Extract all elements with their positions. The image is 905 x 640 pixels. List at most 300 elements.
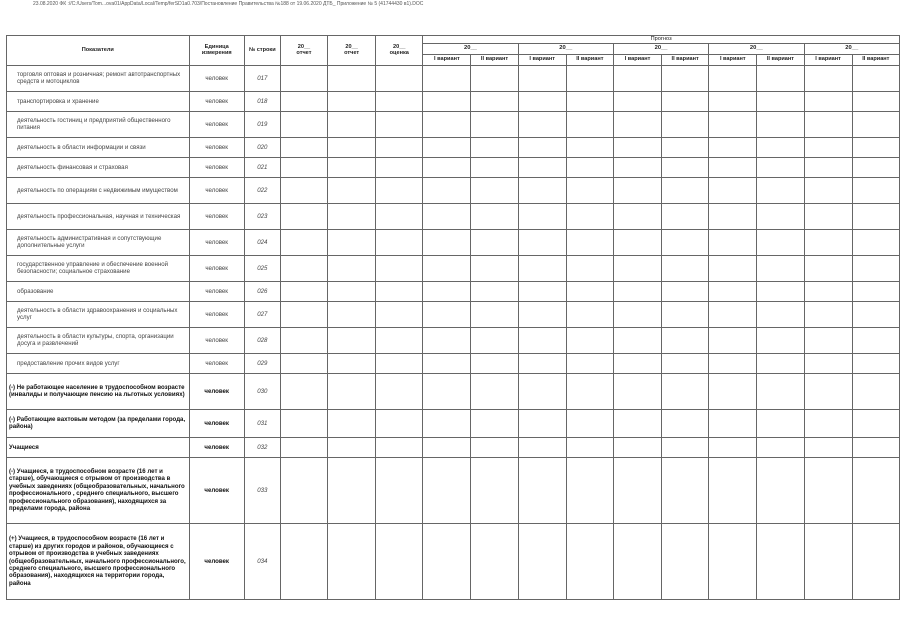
header-estimate-year: 20__ оценка <box>376 36 423 66</box>
value-cell[interactable] <box>804 523 852 599</box>
value-cell[interactable] <box>423 301 471 327</box>
value-cell[interactable] <box>423 281 471 301</box>
value-cell[interactable] <box>709 157 757 177</box>
value-cell[interactable] <box>518 255 566 281</box>
value-cell[interactable] <box>328 203 376 229</box>
value-cell[interactable] <box>804 157 852 177</box>
value-cell[interactable] <box>518 353 566 373</box>
unit-cell: человек <box>189 281 244 301</box>
value-cell[interactable] <box>471 157 518 177</box>
value-cell[interactable] <box>328 229 376 255</box>
table-row <box>7 255 900 281</box>
row-code-cell: 030 <box>244 373 280 409</box>
value-cell[interactable] <box>471 373 518 409</box>
indicator-label: деятельность в области культуры, спорта, организации досуга и развлечений <box>7 327 190 353</box>
value-cell[interactable] <box>709 353 757 373</box>
value-cell[interactable] <box>852 137 899 157</box>
header-indicators: Показатели <box>7 36 190 66</box>
value-cell[interactable] <box>757 177 804 203</box>
value-cell[interactable] <box>852 353 899 373</box>
value-cell[interactable] <box>328 327 376 353</box>
indicator-label: (-) Учащиеся, в трудоспособном возрасте (16 лет и старше), обучающиеся с отрывом от производства в учебных заведениях (общеобразовательных, начального профессионального , среднего специального, высшего профессионального образования), находящихся за пределами города, района <box>7 457 190 523</box>
value-cell[interactable] <box>376 281 423 301</box>
value-cell[interactable] <box>280 437 327 457</box>
value-cell[interactable] <box>662 157 709 177</box>
value-cell[interactable] <box>613 409 661 437</box>
row-code-cell: 020 <box>244 137 280 157</box>
value-cell[interactable] <box>566 255 613 281</box>
value-cell[interactable] <box>613 327 661 353</box>
value-cell[interactable] <box>566 203 613 229</box>
indicator-label: (+) Учащиеся, в трудоспособном возрасте (16 лет и старше) из других городов и районов, обучающиеся с отрывом от производства в учебных заведениях (общеобразовательных, начального профессионального, среднего специального, высшего профессионального образования), находящихся на территории города, района <box>7 523 190 599</box>
value-cell[interactable] <box>804 327 852 353</box>
value-cell[interactable] <box>471 111 518 137</box>
value-cell[interactable] <box>757 65 804 91</box>
value-cell[interactable] <box>471 437 518 457</box>
value-cell[interactable] <box>518 229 566 255</box>
variant-2-header: II вариант <box>757 54 804 65</box>
value-cell[interactable] <box>613 437 661 457</box>
row-code-cell: 018 <box>244 91 280 111</box>
value-cell[interactable] <box>662 281 709 301</box>
value-cell[interactable] <box>566 137 613 157</box>
value-cell[interactable] <box>280 111 327 137</box>
table-row <box>7 177 900 203</box>
table-row <box>7 353 900 373</box>
value-cell[interactable] <box>471 203 518 229</box>
value-cell[interactable] <box>518 437 566 457</box>
value-cell[interactable] <box>566 353 613 373</box>
unit-cell: человек <box>189 177 244 203</box>
value-cell[interactable] <box>280 203 327 229</box>
value-cell[interactable] <box>518 65 566 91</box>
value-cell[interactable] <box>757 523 804 599</box>
table-row <box>7 65 900 91</box>
value-cell[interactable] <box>518 373 566 409</box>
unit-cell: человек <box>189 353 244 373</box>
value-cell[interactable] <box>757 91 804 111</box>
value-cell[interactable] <box>518 111 566 137</box>
value-cell[interactable] <box>328 437 376 457</box>
value-cell[interactable] <box>280 91 327 111</box>
value-cell[interactable] <box>613 229 661 255</box>
value-cell[interactable] <box>852 457 899 523</box>
value-cell[interactable] <box>613 281 661 301</box>
value-cell[interactable] <box>471 523 518 599</box>
value-cell[interactable] <box>423 229 471 255</box>
table-row <box>7 523 900 599</box>
value-cell[interactable] <box>518 523 566 599</box>
row-code-cell: 034 <box>244 523 280 599</box>
value-cell[interactable] <box>662 373 709 409</box>
value-cell[interactable] <box>280 229 327 255</box>
value-cell[interactable] <box>328 111 376 137</box>
value-cell[interactable] <box>471 177 518 203</box>
value-cell[interactable] <box>423 437 471 457</box>
value-cell[interactable] <box>852 327 899 353</box>
value-cell[interactable] <box>852 91 899 111</box>
value-cell[interactable] <box>662 301 709 327</box>
value-cell[interactable] <box>376 137 423 157</box>
value-cell[interactable] <box>328 137 376 157</box>
value-cell[interactable] <box>757 457 804 523</box>
value-cell[interactable] <box>613 457 661 523</box>
value-cell[interactable] <box>280 523 327 599</box>
variant-1-header: I вариант <box>423 54 471 65</box>
header-unit: Единица измерения <box>189 36 244 66</box>
indicator-label: образование <box>7 281 190 301</box>
value-cell[interactable] <box>518 281 566 301</box>
value-cell[interactable] <box>376 255 423 281</box>
value-cell[interactable] <box>328 523 376 599</box>
value-cell[interactable] <box>662 65 709 91</box>
value-cell[interactable] <box>804 353 852 373</box>
unit-cell: человек <box>189 65 244 91</box>
value-cell[interactable] <box>852 229 899 255</box>
row-code-cell: 031 <box>244 409 280 437</box>
unit-cell: человек <box>189 327 244 353</box>
value-cell[interactable] <box>566 91 613 111</box>
value-cell[interactable] <box>804 203 852 229</box>
value-cell[interactable] <box>852 65 899 91</box>
value-cell[interactable] <box>566 111 613 137</box>
value-cell[interactable] <box>852 373 899 409</box>
row-code-cell: 019 <box>244 111 280 137</box>
value-cell[interactable] <box>471 65 518 91</box>
value-cell[interactable] <box>328 457 376 523</box>
value-cell[interactable] <box>709 137 757 157</box>
value-cell[interactable] <box>709 457 757 523</box>
value-cell[interactable] <box>566 523 613 599</box>
value-cell[interactable] <box>280 409 327 437</box>
value-cell[interactable] <box>852 301 899 327</box>
unit-cell: человек <box>189 255 244 281</box>
value-cell[interactable] <box>613 137 661 157</box>
value-cell[interactable] <box>280 327 327 353</box>
value-cell[interactable] <box>709 281 757 301</box>
value-cell[interactable] <box>376 301 423 327</box>
value-cell[interactable] <box>757 437 804 457</box>
variant-1-header: I вариант <box>518 54 566 65</box>
value-cell[interactable] <box>566 457 613 523</box>
value-cell[interactable] <box>471 91 518 111</box>
forecast-year-header: 20__ <box>804 43 900 54</box>
value-cell[interactable] <box>471 255 518 281</box>
value-cell[interactable] <box>518 327 566 353</box>
value-cell[interactable] <box>376 409 423 437</box>
forecast-year-header: 20__ <box>709 43 804 54</box>
value-cell[interactable] <box>757 255 804 281</box>
variant-1-header: I вариант <box>804 54 852 65</box>
variant-2-header: II вариант <box>852 54 899 65</box>
value-cell[interactable] <box>376 111 423 137</box>
value-cell[interactable] <box>757 281 804 301</box>
value-cell[interactable] <box>566 157 613 177</box>
value-cell[interactable] <box>662 111 709 137</box>
indicator-label: (-) Не работающее население в трудоспособном возрасте (инвалиды и получающие пенсию на льготных условиях) <box>7 373 190 409</box>
value-cell[interactable] <box>757 301 804 327</box>
value-cell[interactable] <box>709 523 757 599</box>
value-cell[interactable] <box>804 301 852 327</box>
value-cell[interactable] <box>518 177 566 203</box>
value-cell[interactable] <box>662 437 709 457</box>
value-cell[interactable] <box>852 281 899 301</box>
value-cell[interactable] <box>518 91 566 111</box>
value-cell[interactable] <box>709 327 757 353</box>
value-cell[interactable] <box>709 409 757 437</box>
value-cell[interactable] <box>757 409 804 437</box>
value-cell[interactable] <box>613 203 661 229</box>
value-cell[interactable] <box>280 281 327 301</box>
value-cell[interactable] <box>613 353 661 373</box>
value-cell[interactable] <box>852 437 899 457</box>
value-cell[interactable] <box>423 65 471 91</box>
value-cell[interactable] <box>852 523 899 599</box>
value-cell[interactable] <box>280 255 327 281</box>
value-cell[interactable] <box>280 457 327 523</box>
indicator-label: деятельность в области информации и связи <box>7 137 190 157</box>
indicator-label: государственное управление и обеспечение военной безопасности; социальное страхование <box>7 255 190 281</box>
value-cell[interactable] <box>757 229 804 255</box>
value-cell[interactable] <box>423 203 471 229</box>
value-cell[interactable] <box>613 373 661 409</box>
value-cell[interactable] <box>280 353 327 373</box>
value-cell[interactable] <box>757 111 804 137</box>
unit-cell: человек <box>189 229 244 255</box>
unit-cell: человек <box>189 301 244 327</box>
value-cell[interactable] <box>518 137 566 157</box>
value-cell[interactable] <box>423 255 471 281</box>
value-cell[interactable] <box>376 437 423 457</box>
row-code-cell: 032 <box>244 437 280 457</box>
value-cell[interactable] <box>376 177 423 203</box>
unit-cell: человек <box>189 457 244 523</box>
value-cell[interactable] <box>328 373 376 409</box>
value-cell[interactable] <box>471 301 518 327</box>
value-cell[interactable] <box>804 437 852 457</box>
value-cell[interactable] <box>471 281 518 301</box>
forecast-year-header: 20__ <box>613 43 708 54</box>
value-cell[interactable] <box>662 91 709 111</box>
value-cell[interactable] <box>709 91 757 111</box>
value-cell[interactable] <box>280 157 327 177</box>
value-cell[interactable] <box>328 301 376 327</box>
value-cell[interactable] <box>662 353 709 373</box>
value-cell[interactable] <box>852 255 899 281</box>
value-cell[interactable] <box>804 111 852 137</box>
print-header-path: 23.08.2020 ФК ://С:/Users/Tom...ova01/AppData/Local/Temp/ferSD1a0.703/Постановление Правительства №188 от 19.06.2020 ДТБ_ Приложение № 5 (41744430 в1).DOC <box>33 1 424 7</box>
variant-2-header: II вариант <box>566 54 613 65</box>
value-cell[interactable] <box>804 137 852 157</box>
value-cell[interactable] <box>566 281 613 301</box>
value-cell[interactable] <box>423 353 471 373</box>
value-cell[interactable] <box>662 137 709 157</box>
value-cell[interactable] <box>613 91 661 111</box>
value-cell[interactable] <box>852 157 899 177</box>
row-code-cell: 027 <box>244 301 280 327</box>
value-cell[interactable] <box>613 177 661 203</box>
value-cell[interactable] <box>471 353 518 373</box>
value-cell[interactable] <box>709 65 757 91</box>
value-cell[interactable] <box>376 157 423 177</box>
value-cell[interactable] <box>566 177 613 203</box>
value-cell[interactable] <box>757 327 804 353</box>
value-cell[interactable] <box>423 177 471 203</box>
row-code-cell: 026 <box>244 281 280 301</box>
value-cell[interactable] <box>757 353 804 373</box>
row-code-cell: 021 <box>244 157 280 177</box>
value-cell[interactable] <box>423 409 471 437</box>
value-cell[interactable] <box>804 65 852 91</box>
value-cell[interactable] <box>376 91 423 111</box>
value-cell[interactable] <box>662 177 709 203</box>
value-cell[interactable] <box>804 255 852 281</box>
value-cell[interactable] <box>280 137 327 157</box>
forecast-year-header: 20__ <box>423 43 518 54</box>
table-row <box>7 327 900 353</box>
value-cell[interactable] <box>328 91 376 111</box>
indicator-label: торговля оптовая и розничная; ремонт автотранспортных средств и мотоциклов <box>7 65 190 91</box>
value-cell[interactable] <box>328 281 376 301</box>
value-cell[interactable] <box>804 229 852 255</box>
value-cell[interactable] <box>518 457 566 523</box>
value-cell[interactable] <box>471 137 518 157</box>
value-cell[interactable] <box>280 373 327 409</box>
value-cell[interactable] <box>804 91 852 111</box>
value-cell[interactable] <box>709 229 757 255</box>
value-cell[interactable] <box>662 255 709 281</box>
table-row <box>7 91 900 111</box>
table-row <box>7 301 900 327</box>
variant-1-header: I вариант <box>709 54 757 65</box>
value-cell[interactable] <box>709 437 757 457</box>
unit-cell: человек <box>189 437 244 457</box>
value-cell[interactable] <box>328 157 376 177</box>
value-cell[interactable] <box>757 203 804 229</box>
indicator-label: (-) Работающие вахтовым методом (за пределами города, района) <box>7 409 190 437</box>
value-cell[interactable] <box>423 157 471 177</box>
value-cell[interactable] <box>852 177 899 203</box>
value-cell[interactable] <box>280 177 327 203</box>
value-cell[interactable] <box>613 255 661 281</box>
value-cell[interactable] <box>709 373 757 409</box>
value-cell[interactable] <box>613 111 661 137</box>
value-cell[interactable] <box>471 457 518 523</box>
value-cell[interactable] <box>376 373 423 409</box>
value-cell[interactable] <box>662 409 709 437</box>
value-cell[interactable] <box>518 203 566 229</box>
value-cell[interactable] <box>566 229 613 255</box>
value-cell[interactable] <box>423 523 471 599</box>
table-row <box>7 409 900 437</box>
value-cell[interactable] <box>471 409 518 437</box>
value-cell[interactable] <box>328 255 376 281</box>
value-cell[interactable] <box>280 65 327 91</box>
value-cell[interactable] <box>852 409 899 437</box>
value-cell[interactable] <box>423 137 471 157</box>
value-cell[interactable] <box>804 409 852 437</box>
value-cell[interactable] <box>709 177 757 203</box>
value-cell[interactable] <box>662 229 709 255</box>
value-cell[interactable] <box>328 353 376 373</box>
unit-cell: человек <box>189 409 244 437</box>
value-cell[interactable] <box>376 327 423 353</box>
value-cell[interactable] <box>566 301 613 327</box>
variant-2-header: II вариант <box>471 54 518 65</box>
value-cell[interactable] <box>852 203 899 229</box>
value-cell[interactable] <box>376 65 423 91</box>
row-code-cell: 033 <box>244 457 280 523</box>
indicator-label: деятельность административная и сопутствующие дополнительные услуги <box>7 229 190 255</box>
value-cell[interactable] <box>804 457 852 523</box>
value-cell[interactable] <box>613 157 661 177</box>
value-cell[interactable] <box>471 229 518 255</box>
value-cell[interactable] <box>471 327 518 353</box>
value-cell[interactable] <box>804 281 852 301</box>
value-cell[interactable] <box>376 229 423 255</box>
value-cell[interactable] <box>328 177 376 203</box>
value-cell[interactable] <box>376 457 423 523</box>
row-code-cell: 023 <box>244 203 280 229</box>
value-cell[interactable] <box>709 301 757 327</box>
value-cell[interactable] <box>328 409 376 437</box>
value-cell[interactable] <box>804 177 852 203</box>
value-cell[interactable] <box>613 523 661 599</box>
value-cell[interactable] <box>804 373 852 409</box>
value-cell[interactable] <box>423 457 471 523</box>
value-cell[interactable] <box>757 137 804 157</box>
value-cell[interactable] <box>376 353 423 373</box>
row-code-cell: 022 <box>244 177 280 203</box>
value-cell[interactable] <box>662 457 709 523</box>
value-cell[interactable] <box>566 409 613 437</box>
value-cell[interactable] <box>328 65 376 91</box>
unit-cell: человек <box>189 157 244 177</box>
value-cell[interactable] <box>280 301 327 327</box>
value-cell[interactable] <box>662 327 709 353</box>
value-cell[interactable] <box>709 255 757 281</box>
value-cell[interactable] <box>852 111 899 137</box>
value-cell[interactable] <box>566 373 613 409</box>
value-cell[interactable] <box>662 203 709 229</box>
value-cell[interactable] <box>613 301 661 327</box>
value-cell[interactable] <box>423 111 471 137</box>
value-cell[interactable] <box>757 373 804 409</box>
value-cell[interactable] <box>376 203 423 229</box>
row-code-cell: 024 <box>244 229 280 255</box>
row-code-cell: 017 <box>244 65 280 91</box>
value-cell[interactable] <box>709 203 757 229</box>
value-cell[interactable] <box>566 437 613 457</box>
value-cell[interactable] <box>518 301 566 327</box>
value-cell[interactable] <box>757 157 804 177</box>
indicator-label: деятельность финансовая и страховая <box>7 157 190 177</box>
value-cell[interactable] <box>376 523 423 599</box>
table-row <box>7 203 900 229</box>
value-cell[interactable] <box>662 523 709 599</box>
value-cell[interactable] <box>518 409 566 437</box>
value-cell[interactable] <box>566 327 613 353</box>
header-row-number: № строки <box>244 36 280 66</box>
value-cell[interactable] <box>709 111 757 137</box>
value-cell[interactable] <box>423 327 471 353</box>
value-cell[interactable] <box>423 91 471 111</box>
value-cell[interactable] <box>423 373 471 409</box>
value-cell[interactable] <box>566 65 613 91</box>
value-cell[interactable] <box>613 65 661 91</box>
value-cell[interactable] <box>518 157 566 177</box>
table-row <box>7 137 900 157</box>
